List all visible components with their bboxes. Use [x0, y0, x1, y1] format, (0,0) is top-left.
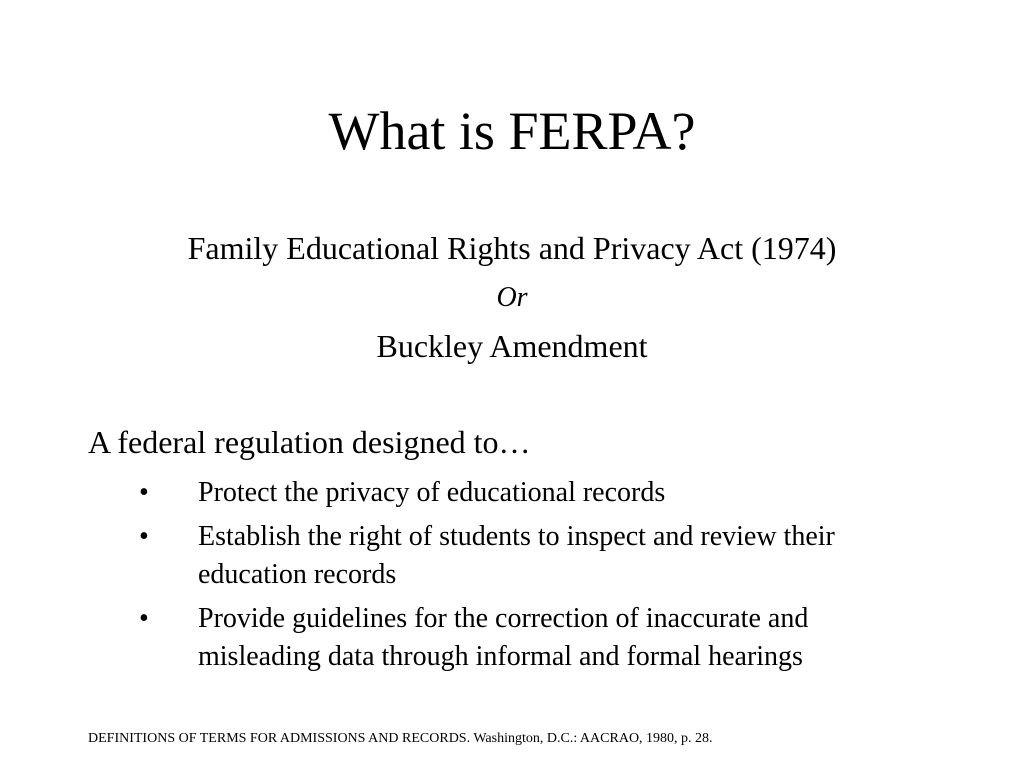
bullet-icon: • [139, 477, 149, 508]
subtitle-full-name: Family Educational Rights and Privacy Act (1974) [187, 230, 837, 266]
bullet-icon: • [139, 521, 149, 552]
citation-footnote: DEFINITIONS OF TERMS FOR ADMISSIONS AND RECORDS. Washington, D.C.: AACRAO, 1980, p. 28. [88, 731, 713, 746]
lead-text: A federal regulation designed to… [88, 424, 531, 460]
bullet-text: Establish the right of students to inspect and review their education records [198, 521, 835, 590]
bullet-list [0, 474, 1024, 682]
subtitle-or: Or [496, 282, 528, 313]
slide-title: What is FERPA? [328, 101, 696, 161]
bullet-item [0, 474, 1024, 512]
bullet-item [0, 600, 1024, 676]
bullet-text: Provide guidelines for the correction of inaccurate and misleading data through informal and formal hearings [198, 603, 809, 672]
bullet-text: Protect the privacy of educational records [198, 477, 666, 508]
bullet-icon: • [139, 603, 149, 634]
bullet-item [0, 518, 1024, 594]
subtitle-alias: Buckley Amendment [376, 328, 648, 364]
